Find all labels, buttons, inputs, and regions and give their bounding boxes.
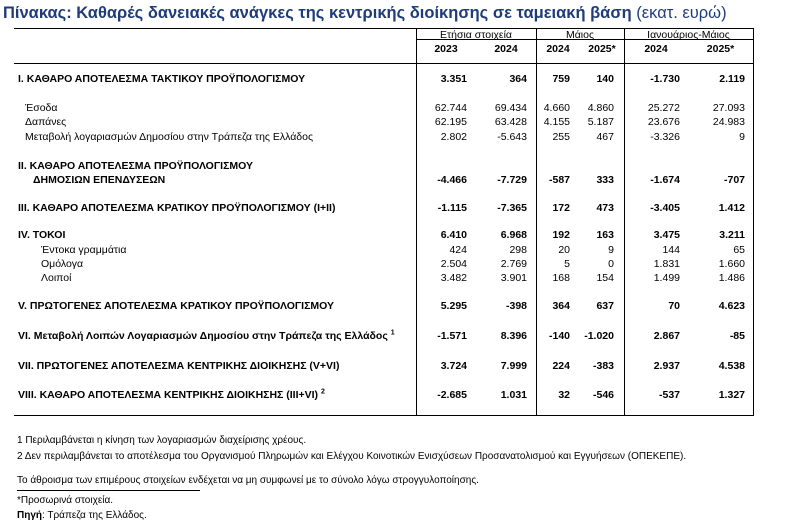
table-row	[14, 201, 754, 215]
table-cell: 9	[739, 131, 745, 143]
table-cell: 27.093	[712, 102, 745, 114]
table-cell: 25.272	[647, 102, 680, 114]
row-label: Λοιποί	[41, 272, 72, 284]
header-year: 2024	[644, 43, 668, 55]
table-cell: 154	[596, 272, 614, 284]
table-cell: 7.999	[500, 360, 527, 372]
table-row	[14, 173, 754, 187]
table-row	[14, 101, 754, 115]
header-year: 2025*	[588, 43, 616, 55]
table-cell: -3.326	[650, 131, 680, 143]
row-label: VIII. ΚΑΘΑΡΟ ΑΠΟΤΕΛΕΣΜΑ ΚΕΝΤΡΙΚΗΣ ΔΙΟΙΚΗΣΗΣ (III+VI) $^2$	[18, 388, 325, 401]
table-cell: 70	[668, 300, 680, 312]
table-cell: 192	[552, 229, 570, 241]
table-row	[14, 299, 754, 313]
table-cell: 759	[552, 73, 570, 85]
table-cell: -1.020	[584, 330, 614, 342]
table-cell: 32	[558, 389, 570, 401]
table-cell: -7.729	[497, 174, 527, 186]
row-label: Μεταβολή λογαριασμών Δημοσίου στην Τράπεζα της Ελλάδος	[25, 131, 314, 143]
table-cell: 3.211	[719, 229, 745, 241]
provisional-note: *Προσωρινά στοιχεία.	[17, 495, 114, 506]
table-cell: 63.428	[494, 116, 527, 128]
header-year: 2024	[494, 43, 518, 55]
table-cell: 1.031	[500, 389, 527, 401]
table-row	[14, 271, 754, 285]
table-cell: 1.486	[718, 272, 745, 284]
table-cell: 168	[552, 272, 570, 284]
table-cell: 9	[608, 244, 614, 256]
table-cell: 1.327	[718, 389, 745, 401]
table-cell: 20	[558, 244, 570, 256]
table-cell: 364	[552, 300, 570, 312]
column-divider	[624, 29, 625, 415]
table-row	[14, 72, 754, 86]
table-cell: 4.538	[718, 360, 745, 372]
table-cell: 144	[662, 244, 680, 256]
footnote-marker: 2	[320, 388, 325, 396]
table-cell: -1.115	[437, 202, 467, 214]
table-cell: 364	[509, 73, 527, 85]
footnote-1: 1 Περιλαμβάνεται η κίνηση των λογαριασμών διαχείρισης χρέους.	[17, 435, 307, 446]
table-cell: 3.475	[653, 229, 680, 241]
source-note	[17, 510, 147, 522]
table-cell: -707	[723, 174, 745, 186]
table-cell: 3.724	[440, 360, 467, 372]
table-cell: 3.482	[440, 272, 467, 284]
header-group-jan-may: Ιανουάριος-Μάιος	[647, 29, 730, 41]
table-cell: 473	[596, 202, 614, 214]
table-cell: 163	[596, 229, 614, 241]
table-cell: -7.365	[497, 202, 527, 214]
table-cell: 2.504	[440, 258, 467, 270]
title-unit: (εκατ. ευρώ)	[636, 4, 727, 22]
notes-divider	[17, 490, 200, 491]
table-cell: 140	[596, 73, 614, 85]
row-label: III. ΚΑΘΑΡΟ ΑΠΟΤΕΛΕΣΜΑ ΚΡΑΤΙΚΟΥ ΠΡΟΫΠΟΛΟΓΙΣΜΟΥ (I+II)	[18, 202, 336, 214]
table-cell: 24.983	[712, 116, 745, 128]
table-cell: 62.744	[434, 102, 467, 114]
table-cell: -537	[658, 389, 680, 401]
table-cell: -5.643	[497, 131, 527, 143]
table-cell: 4.660	[543, 102, 570, 114]
table-cell: 5.187	[587, 116, 614, 128]
table-cell: 224	[552, 360, 570, 372]
row-label: V. ΠΡΩΤΟΓΕΝΕΣ ΑΠΟΤΕΛΕΣΜΑ ΚΡΑΤΙΚΟΥ ΠΡΟΫΠΟΛΟΓΙΣΜΟΥ	[18, 300, 335, 312]
table-row	[14, 115, 754, 129]
table-row	[14, 243, 754, 257]
table-cell: 0	[608, 258, 614, 270]
table-cell: 2.867	[653, 330, 680, 342]
title-main: Πίνακας: Καθαρές δανειακές ανάγκες της κεντρικής διοίκησης σε ταμειακή βάση	[3, 4, 632, 22]
source-text: : Τράπεζα της Ελλάδος.	[42, 510, 147, 521]
table-cell: 1.412	[718, 202, 745, 214]
column-divider	[416, 29, 417, 415]
row-label: Έντοκα γραμμάτια	[41, 244, 127, 256]
row-label: II. ΚΑΘΑΡΟ ΑΠΟΤΕΛΕΣΜΑ ΠΡΟΫΠΟΛΟΓΙΣΜΟΥ	[18, 160, 253, 172]
table-cell: 1.831	[653, 258, 680, 270]
table-row	[14, 228, 754, 242]
table-row	[14, 329, 754, 343]
table-cell: 6.968	[500, 229, 527, 241]
table-cell: 5	[564, 258, 570, 270]
table-row	[14, 388, 754, 402]
data-table	[14, 28, 754, 416]
table-cell: -383	[592, 360, 614, 372]
row-label: I. ΚΑΘΑΡΟ ΑΠΟΤΕΛΕΣΜΑ ΤΑΚΤΙΚΟΥ ΠΡΟΫΠΟΛΟΓΙΣΜΟΥ	[18, 73, 306, 85]
page-title	[3, 4, 727, 23]
footnote-2: 2 Δεν περιλαμβάνεται το αποτέλεσμα του Οργανισμού Πληρωμών και Ελέγχου Κοινοτικών Ενισχύσεων Προσανατολισμού και Εγγυήσεων (ΟΠΕΚΕΠΕ).	[17, 451, 687, 462]
table-cell: 1.660	[718, 258, 745, 270]
header-year: 2023	[434, 43, 458, 55]
table-row	[14, 359, 754, 373]
table-cell: 255	[552, 131, 570, 143]
table-cell: 5.295	[440, 300, 467, 312]
table-cell: -1.674	[650, 174, 680, 186]
row-label: Δαπάνες	[25, 116, 67, 128]
table-cell: -85	[729, 330, 745, 342]
table-cell: -2.685	[437, 389, 467, 401]
column-divider	[536, 29, 537, 415]
table-cell: 2.769	[500, 258, 527, 270]
table-row	[14, 257, 754, 271]
table-cell: 3.351	[440, 73, 467, 85]
row-label: Ομόλογα	[41, 258, 84, 270]
source-label: Πηγή	[17, 510, 42, 521]
table-cell: -546	[592, 389, 614, 401]
table-cell: 2.802	[440, 131, 467, 143]
table-cell: 4.623	[718, 300, 745, 312]
table-cell: 3.901	[500, 272, 527, 284]
table-cell: 172	[552, 202, 570, 214]
table-cell: 467	[596, 131, 614, 143]
table-cell: 2.937	[653, 360, 680, 372]
table-cell: 333	[596, 174, 614, 186]
column-divider	[753, 29, 754, 415]
header-year: 2025*	[706, 43, 735, 55]
table-cell: -4.466	[437, 174, 467, 186]
table-cell: -1.571	[437, 330, 467, 342]
table-row	[14, 159, 754, 173]
table-cell: 1.499	[653, 272, 680, 284]
header-group-may: Μάιος	[565, 29, 595, 41]
row-label: IV. ΤΟΚΟΙ	[18, 229, 66, 241]
table-cell: 2.119	[719, 73, 745, 85]
table-cell: -1.730	[650, 73, 680, 85]
table-cell: -3.405	[650, 202, 680, 214]
table-cell: 4.860	[587, 102, 614, 114]
header-year: 2024	[546, 43, 570, 55]
table-cell: 637	[596, 300, 614, 312]
row-label: Έσοδα	[25, 102, 58, 114]
table-cell: 23.676	[647, 116, 680, 128]
rounding-note: Το άθροισμα των επιμέρους στοιχείων ενδέχεται να μη συμφωνεί με το σύνολο λόγω στρογγυλοποίησης.	[17, 475, 479, 486]
header-rule	[14, 63, 754, 64]
table-cell: 424	[449, 244, 467, 256]
table-cell: 69.434	[494, 102, 527, 114]
table-row	[14, 130, 754, 144]
table-cell: 4.155	[543, 116, 570, 128]
row-label: VI. Μεταβολή Λοιπών Λογαριασμών Δημοσίου στην Τράπεζα της Ελλάδος $^1$	[18, 329, 395, 342]
table-cell: -398	[505, 300, 527, 312]
table-cell: 8.396	[500, 330, 527, 342]
footnote-marker: 1	[390, 329, 395, 337]
row-label: ΔΗΜΟΣΙΩΝ ΕΠΕΝΔΥΣΕΩΝ	[33, 174, 166, 186]
table-cell: -140	[548, 330, 570, 342]
table-cell: -587	[548, 174, 570, 186]
table-cell: 6.410	[440, 229, 467, 241]
row-label: VII. ΠΡΩΤΟΓΕΝΕΣ ΑΠΟΤΕΛΕΣΜΑ ΚΕΝΤΡΙΚΗΣ ΔΙΟΙΚΗΣΗΣ (V+VI)	[18, 360, 340, 372]
table-cell: 65	[733, 244, 745, 256]
table-cell: 298	[509, 244, 527, 256]
header-group-annual: Ετήσια στοιχεία	[439, 29, 513, 41]
table-cell: 62.195	[434, 116, 467, 128]
